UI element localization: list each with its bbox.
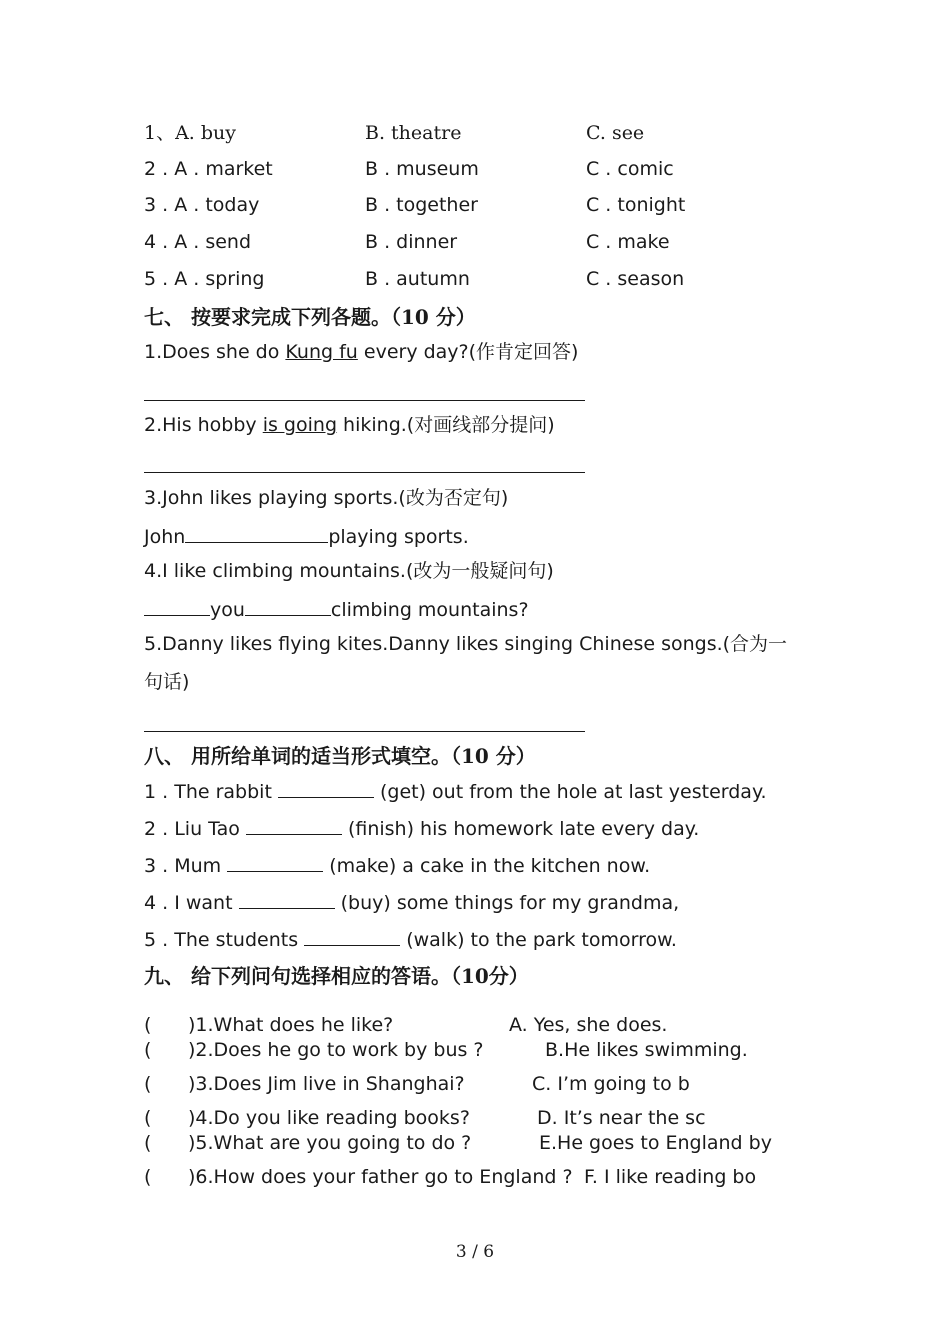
s7-question-1 bbox=[144, 340, 578, 364]
s7-question-3: 3.John likes playing sports.(改为否定句) bbox=[144, 487, 509, 509]
s9-question-1: )1.What does he like? bbox=[188, 1014, 394, 1036]
s9-question-6: )6.How does your father go to England ? bbox=[188, 1166, 573, 1188]
blank-q4-1[interactable] bbox=[144, 597, 210, 616]
q4-rest: climbing mountains? bbox=[330, 599, 529, 621]
blank-s8-1[interactable] bbox=[278, 779, 374, 798]
section-8-heading: 八、 用所给单词的适当形式填空。（10 分） bbox=[144, 744, 536, 768]
s9-paren-1[interactable]: ( bbox=[144, 1014, 152, 1036]
answer-line-1[interactable] bbox=[144, 400, 585, 401]
s9-question-3: )3.Does Jim live in Shanghai? bbox=[188, 1073, 465, 1095]
item-rest: (make) a cake in the kitchen now. bbox=[323, 855, 651, 877]
q1-underlined: Kung fu bbox=[285, 341, 358, 363]
page-number: 3 / 6 bbox=[455, 1242, 495, 1262]
choice-row-4 bbox=[144, 230, 670, 254]
choice-a: 4 . A . send bbox=[144, 231, 252, 253]
choice-a: 5 . A . spring bbox=[144, 268, 265, 290]
answer-line-5[interactable] bbox=[144, 731, 585, 732]
s9-answer-a: A. Yes, she does. bbox=[509, 1014, 668, 1036]
item-text: 5 . The students bbox=[144, 929, 305, 951]
s8-item-2 bbox=[144, 816, 699, 841]
item-rest: (get) out from the hole at last yesterday. bbox=[373, 781, 767, 803]
blank-q4-2[interactable] bbox=[245, 597, 331, 616]
item-text: 4 . I want bbox=[144, 892, 239, 914]
choice-a: 1、A. buy bbox=[144, 122, 237, 144]
section-7-heading: 七、 按要求完成下列各题。（10 分） bbox=[144, 305, 476, 329]
choice-b: B . together bbox=[365, 194, 478, 216]
s9-paren-5[interactable]: ( bbox=[144, 1132, 152, 1154]
blank-s8-5[interactable] bbox=[304, 927, 400, 946]
item-text: 2 . Liu Tao bbox=[144, 818, 246, 840]
item-rest: (buy) some things for my grandma, bbox=[334, 892, 680, 914]
s7-answer-3 bbox=[144, 524, 469, 549]
choice-b: B . dinner bbox=[365, 231, 458, 253]
s8-item-5 bbox=[144, 927, 677, 952]
choice-a: 2 . A . market bbox=[144, 158, 273, 180]
choice-b: B . autumn bbox=[365, 268, 470, 290]
choice-c: C. see bbox=[586, 122, 645, 144]
choice-c: C . comic bbox=[586, 158, 674, 180]
choice-row-3 bbox=[144, 193, 686, 217]
choice-c: C . make bbox=[586, 231, 670, 253]
s9-paren-6[interactable]: ( bbox=[144, 1166, 152, 1188]
answer-line-2[interactable] bbox=[144, 472, 585, 473]
item-text: 1 . The rabbit bbox=[144, 781, 278, 803]
q2-text: 2.His hobby bbox=[144, 414, 263, 436]
blank-q3[interactable] bbox=[185, 524, 328, 543]
q2-underlined: is going bbox=[262, 414, 338, 436]
item-rest: (walk) to the park tomorrow. bbox=[400, 929, 677, 951]
q1-instruction: every day?(作肯定回答) bbox=[357, 341, 579, 363]
s7-question-2 bbox=[144, 413, 555, 437]
choice-row-2 bbox=[144, 157, 674, 181]
s7-answer-4 bbox=[144, 597, 529, 622]
s9-paren-3[interactable]: ( bbox=[144, 1073, 152, 1095]
section-9-heading: 九、 给下列问句选择相应的答语。（10分） bbox=[144, 964, 529, 988]
s9-answer-b: B.He likes swimming. bbox=[545, 1039, 748, 1061]
blank-s8-4[interactable] bbox=[239, 890, 335, 909]
choice-c: C . season bbox=[586, 268, 685, 290]
s9-answer-c: C. I’m going to b bbox=[532, 1073, 690, 1095]
q4-subject: you bbox=[210, 599, 245, 621]
s9-answer-f: F. I like reading bo bbox=[584, 1166, 757, 1188]
item-text: 3 . Mum bbox=[144, 855, 228, 877]
item-rest: (finish) his homework late every day. bbox=[341, 818, 700, 840]
q1-text: 1.Does she do bbox=[144, 341, 286, 363]
q2-instruction: hiking.(对画线部分提问) bbox=[337, 414, 555, 436]
s9-paren-2[interactable]: ( bbox=[144, 1039, 152, 1061]
blank-s8-2[interactable] bbox=[246, 816, 342, 835]
s9-answer-d: D. It’s near the sc bbox=[537, 1107, 706, 1129]
s9-question-2: )2.Does he go to work by bus ? bbox=[188, 1039, 484, 1061]
choice-c: C . tonight bbox=[586, 194, 686, 216]
s8-item-1 bbox=[144, 779, 767, 804]
choice-b: B . museum bbox=[365, 158, 479, 180]
s8-item-3 bbox=[144, 853, 650, 878]
s7-question-5-line2: 句话) bbox=[144, 671, 190, 693]
s7-question-5-line1: 5.Danny likes flying kites.Danny likes singing Chinese songs.(合为一 bbox=[144, 633, 788, 655]
blank-s8-3[interactable] bbox=[227, 853, 323, 872]
s9-paren-4[interactable]: ( bbox=[144, 1107, 152, 1129]
q3-subject: John bbox=[144, 526, 186, 548]
choice-row-1 bbox=[144, 121, 645, 145]
choice-b: B. theatre bbox=[365, 122, 462, 144]
q3-rest: playing sports. bbox=[328, 526, 469, 548]
s9-question-4: )4.Do you like reading books? bbox=[188, 1107, 470, 1129]
s8-item-4 bbox=[144, 890, 679, 915]
choice-row-5 bbox=[144, 267, 685, 291]
s9-answer-e: E.He goes to England by bbox=[539, 1132, 772, 1154]
s9-question-5: )5.What are you going to do ? bbox=[188, 1132, 472, 1154]
choice-a: 3 . A . today bbox=[144, 194, 260, 216]
s7-question-4: 4.I like climbing mountains.(改为一般疑问句) bbox=[144, 560, 554, 582]
